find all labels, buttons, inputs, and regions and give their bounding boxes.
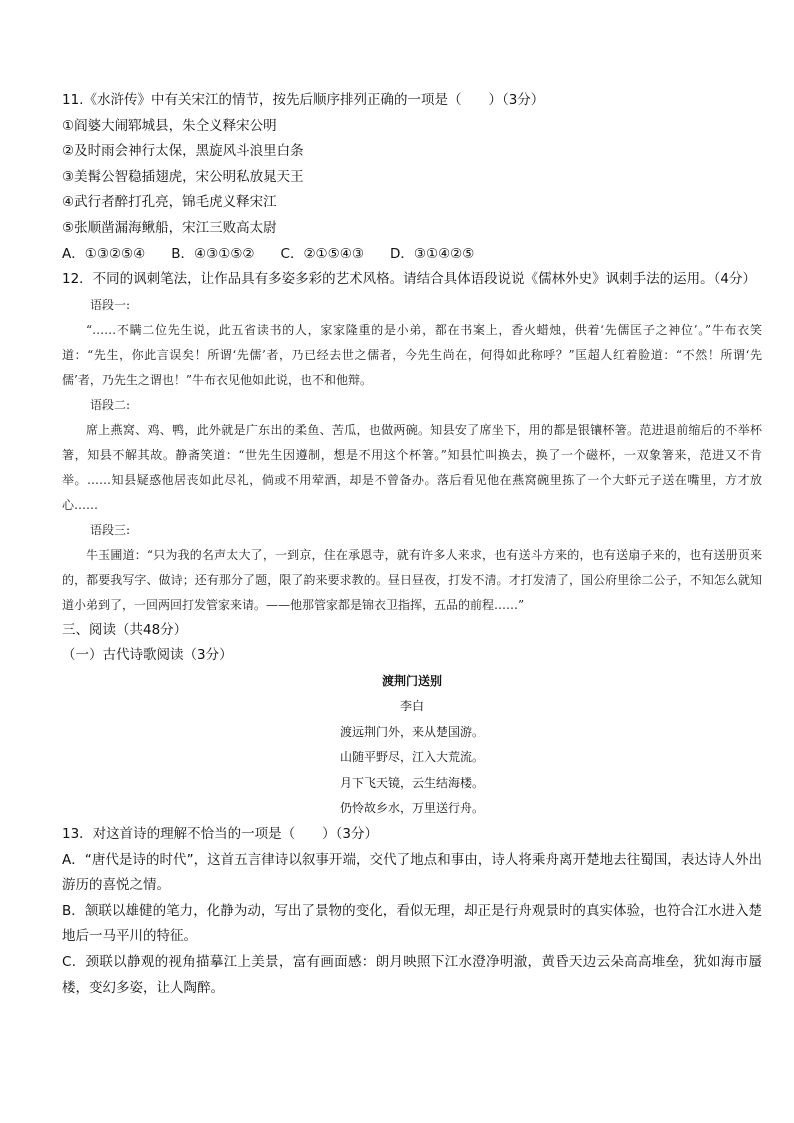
q11-stem: 11.《水浒传》中有关宋江的情节，按先后顺序排列正确的一项是（ ）（3分）: [62, 92, 545, 108]
q12-passage-3: [62, 518, 762, 618]
passage-1-text: “……不瞒二位先生说，此五省读书的人，家家隆重的是小弟，都在书案上，香火蜡烛，供着‘先儒匡子之神位’。”牛布衣笑道：“先生，你此言误矣！所谓‘先儒’者，乃已经去世之儒者，今先生尚在，何得如此称呼？”匡超人红着脸道：“不然！所谓‘先儒’者，乃先生之谓也！”牛布衣见他如此说，也不和他辩。: [62, 322, 762, 387]
poem-line-4: 仍怜故乡水，万里送行舟。: [339, 801, 484, 816]
poem-line-1: 渡远荆门外，来从楚国游。: [339, 724, 484, 739]
q12-passage-2: [62, 393, 762, 518]
passage-2-title: 语段二:: [90, 397, 131, 412]
poem: [62, 669, 762, 822]
q11-option-c: C．②①⑤④③: [280, 245, 364, 262]
q11-options: [62, 242, 762, 268]
q11-option-b: B．④③①⑤②: [171, 245, 255, 262]
q11-item-2: ②及时雨会神行太保，黑旋风斗浪里白条: [62, 143, 304, 160]
passage-1-title: 语段一:: [90, 297, 131, 312]
q13-choice-a: A．“唐代是诗的时代”，这首五言律诗以叙事开端，交代了地点和事由，诗人将乘舟离开楚地去往蜀国，表达诗人外出游历的喜悦之情。: [62, 851, 762, 894]
passage-3-title: 语段三:: [90, 522, 131, 537]
poem-line-2: 山随平野尽，江入大荒流。: [339, 750, 484, 765]
exam-page: [62, 88, 762, 1001]
q13-choice-c: C．颈联以静观的视角描摹江上美景，富有画面感：朗月映照下江水澄净明澈，黄昏天边云朵高高堆垒，犹如海市蜃楼，变幻多姿，让人陶醉。: [62, 953, 762, 996]
q11-item-5: ⑤张顺凿漏海鳅船，宋江三败高太尉: [62, 219, 277, 236]
passage-3-text: 牛玉圃道：“只为我的名声太大了，一到京，住在承恩寺，就有许多人来求，也有送斗方来的，也有送扇子来的，也有送册页来的，都要我写字、做诗；还有那分了题，限了韵来要求教的。昼日昼夜，打发不清。才打发清了，国公府里徐二公子，不知怎么就知道小弟到了，一回两回打发管家来请。——他那管家都是锦衣卫指挥，五品的前程……”: [62, 547, 762, 612]
poem-author: 李白: [399, 699, 424, 714]
q11-option-a: A．①③②⑤④: [62, 245, 146, 262]
section-3-title: 三、阅读（共48分）: [62, 621, 188, 638]
q12-passage-1: [62, 293, 762, 393]
passage-2-text: 席上燕窝、鸡、鸭，此外就是广东出的柔鱼、苦瓜，也做两碗。知县安了席坐下，用的都是银镶杯箸。范进退前缩后的不举杯箸，知县不解其故。静斋笑道：“世先生因遵制，想是不用这个杯箸。”知县忙叫换去，换了一个磁杯，一双象箸来，范进又不肯举。……知县疑惑他居丧如此尽礼，倘或不用荤酒，却是不曾备办。落后看见他在燕窝碗里拣了一个大虾元子送在嘴里，方才放心……: [62, 422, 762, 512]
q13-choice-b: B．颔联以雄健的笔力，化静为动，写出了景物的变化，看似无理，却正是行舟观景时的真实体验，也符合江水进入楚地后一马平川的特征。: [62, 902, 762, 945]
q11-option-d: D．③①④②⑤: [389, 245, 475, 262]
poem-line-3: 月下飞天镜，云生结海楼。: [339, 775, 484, 790]
q11-item-3: ③美髯公智稳插翅虎，宋公明私放晁天王: [62, 168, 304, 185]
section-3-subtitle: （一）古代诗歌阅读（3分）: [62, 647, 233, 664]
q12-stem: 12．不同的讽刺笔法，让作品具有多姿多彩的艺术风格。请结合具体语段说说《儒林外史》讽刺手法的运用。（4分）: [62, 271, 757, 288]
q13-stem: 13．对这首诗的理解不恰当的一项是（ ）（3分）: [62, 825, 379, 842]
q11-item-4: ④武行者醉打孔亮，锦毛虎义释宋江: [62, 194, 277, 211]
q11-item-1: ①阎婆大闹郓城县，朱仝义释宋公明: [62, 117, 277, 134]
poem-title: 渡荆门送别: [381, 673, 442, 688]
